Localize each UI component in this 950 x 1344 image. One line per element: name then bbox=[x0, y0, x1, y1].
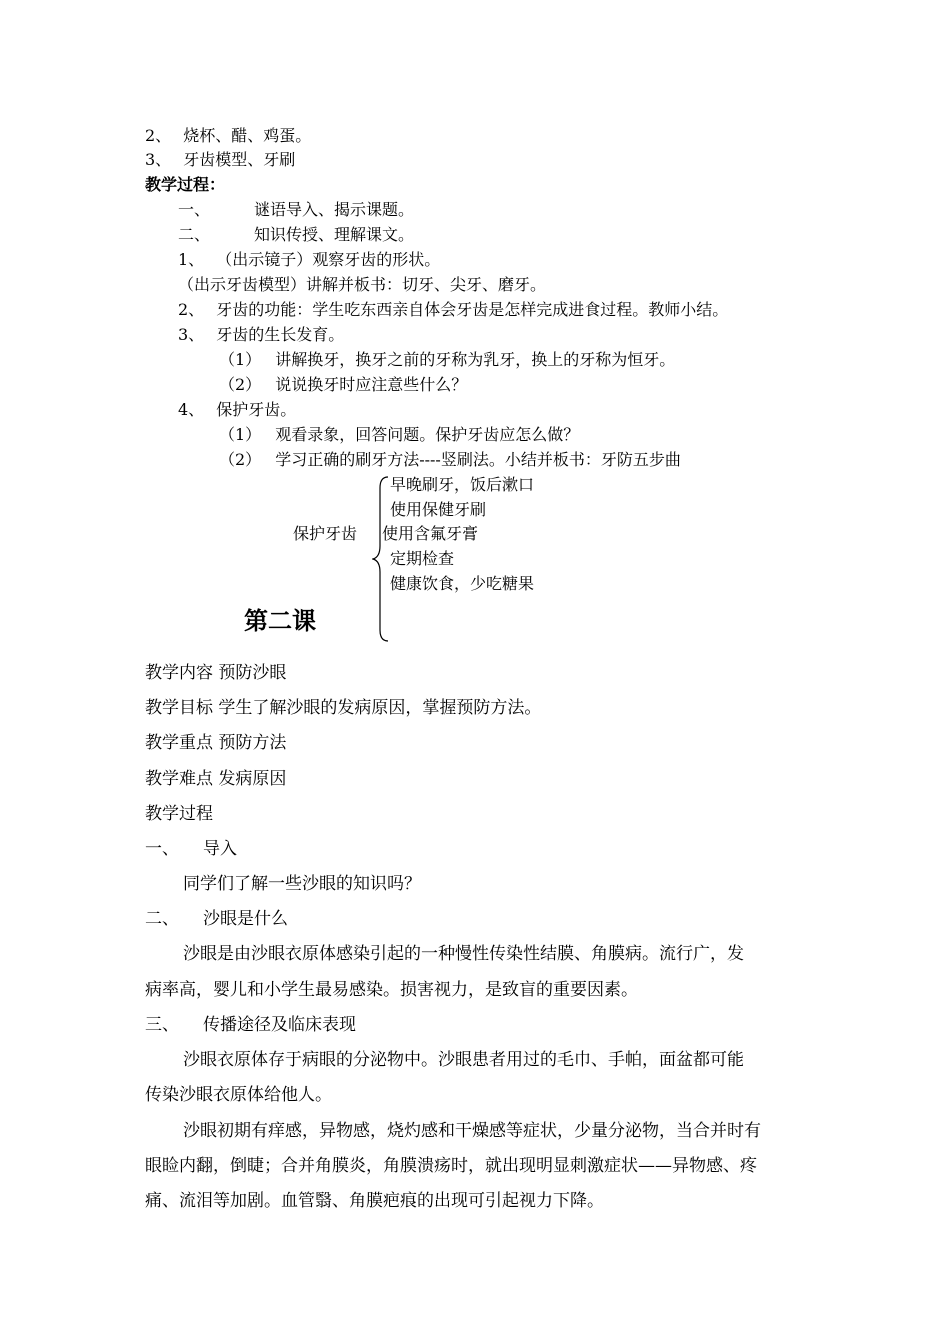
step-number: 一、 bbox=[178, 200, 211, 219]
item-number: 2、 bbox=[178, 300, 205, 319]
item-number: 1、 bbox=[178, 250, 205, 269]
item-2 bbox=[178, 298, 728, 322]
sub-number: （2） bbox=[219, 450, 262, 469]
section-number: 二、 bbox=[145, 909, 179, 929]
board-point: 使用保健牙刷 bbox=[390, 500, 487, 519]
item-1-detail: （出示牙齿模型）讲解并板书：切牙、尖牙、磨牙。 bbox=[178, 275, 547, 294]
paragraph-line: 沙眼是由沙眼衣原体感染引起的一种慢性传染性结膜、角膜病。流行广，发 bbox=[183, 944, 744, 964]
paragraph-line: 眼睑内翻，倒睫；合并角膜炎，角膜溃疡时，就出现明显刺激症状——异物感、疼 bbox=[145, 1156, 757, 1176]
section-heading bbox=[145, 1012, 356, 1038]
board-label: 保护牙齿 bbox=[293, 524, 358, 543]
sub-number: （2） bbox=[219, 375, 262, 394]
sub-text: 学习正确的刷牙方法----竖刷法。小结并板书：牙防五步曲 bbox=[275, 450, 681, 469]
sub-item bbox=[219, 373, 467, 397]
sub-item bbox=[219, 448, 681, 472]
material-text: 烧杯、醋、鸡蛋。 bbox=[183, 126, 312, 145]
lesson-key-point: 教学重点 预防方法 bbox=[145, 733, 287, 753]
sub-item bbox=[219, 348, 675, 372]
material-number: 2、 bbox=[145, 126, 172, 145]
item-text: 保护牙齿。 bbox=[216, 400, 297, 419]
lesson-difficulty: 教学难点 发病原因 bbox=[145, 769, 287, 789]
sub-number: （1） bbox=[219, 350, 262, 369]
step-text: 谜语导入、揭示课题。 bbox=[254, 200, 415, 219]
paragraph-line: 病率高，婴儿和小学生最易感染。损害视力，是致盲的重要因素。 bbox=[145, 980, 638, 1000]
sub-text: 说说换牙时应注意些什么？ bbox=[275, 375, 468, 394]
board-point: 健康饮食，少吃糖果 bbox=[390, 574, 535, 593]
section-heading bbox=[145, 906, 288, 932]
item-1 bbox=[178, 248, 440, 272]
paragraph-line: 痛、流泪等加剧。血管翳、角膜疤痕的出现可引起视力下降。 bbox=[145, 1191, 604, 1211]
sub-number: （1） bbox=[219, 425, 262, 444]
item-3 bbox=[178, 323, 344, 347]
section-heading bbox=[145, 836, 237, 862]
sub-text: 讲解换牙，换牙之前的牙称为乳牙，换上的牙称为恒牙。 bbox=[275, 350, 676, 369]
material-item bbox=[145, 148, 295, 172]
process-heading: 教学过程： bbox=[145, 175, 226, 194]
lesson-goal: 教学目标 学生了解沙眼的发病原因，掌握预防方法。 bbox=[145, 698, 542, 718]
paragraph-line: 传染沙眼衣原体给他人。 bbox=[145, 1085, 332, 1105]
section-number: 三、 bbox=[145, 1015, 179, 1035]
material-number: 3、 bbox=[145, 150, 172, 169]
section-title: 传播途径及临床表现 bbox=[203, 1015, 356, 1035]
lesson-title: 第二课 bbox=[244, 607, 316, 635]
lesson-content: 教学内容 预防沙眼 bbox=[145, 663, 287, 683]
item-4 bbox=[178, 398, 296, 422]
step-number: 二、 bbox=[178, 225, 211, 244]
section-number: 一、 bbox=[145, 839, 179, 859]
lesson-process-heading: 教学过程 bbox=[145, 804, 213, 824]
curly-brace bbox=[372, 476, 390, 642]
board-point: 使用含氟牙膏 bbox=[382, 524, 479, 543]
item-text: （出示镜子）观察牙齿的形状。 bbox=[216, 250, 441, 269]
paragraph: 同学们了解一些沙眼的知识吗？ bbox=[183, 874, 421, 894]
paragraph-line: 沙眼初期有痒感，异物感，烧灼感和干燥感等症状，少量分泌物，当合并时有 bbox=[183, 1121, 761, 1141]
step-item bbox=[178, 223, 414, 247]
paragraph-line: 沙眼衣原体存于病眼的分泌物中。沙眼患者用过的毛巾、手帕，面盆都可能 bbox=[183, 1050, 744, 1070]
item-number: 4、 bbox=[178, 400, 205, 419]
item-number: 3、 bbox=[178, 325, 205, 344]
section-title: 沙眼是什么 bbox=[203, 909, 288, 929]
step-text: 知识传授、理解课文。 bbox=[254, 225, 415, 244]
step-item bbox=[178, 198, 414, 222]
board-point: 早晚刷牙，饭后漱口 bbox=[390, 475, 535, 494]
board-point: 定期检查 bbox=[390, 549, 455, 568]
material-item bbox=[145, 124, 311, 148]
item-text: 牙齿的功能：学生吃东西亲自体会牙齿是怎样完成进食过程。教师小结。 bbox=[216, 300, 729, 319]
material-text: 牙齿模型、牙刷 bbox=[183, 150, 296, 169]
sub-text: 观看录象，回答问题。保护牙齿应怎么做？ bbox=[275, 425, 580, 444]
item-text: 牙齿的生长发育。 bbox=[216, 325, 345, 344]
sub-item bbox=[219, 423, 579, 447]
section-title: 导入 bbox=[203, 839, 237, 859]
